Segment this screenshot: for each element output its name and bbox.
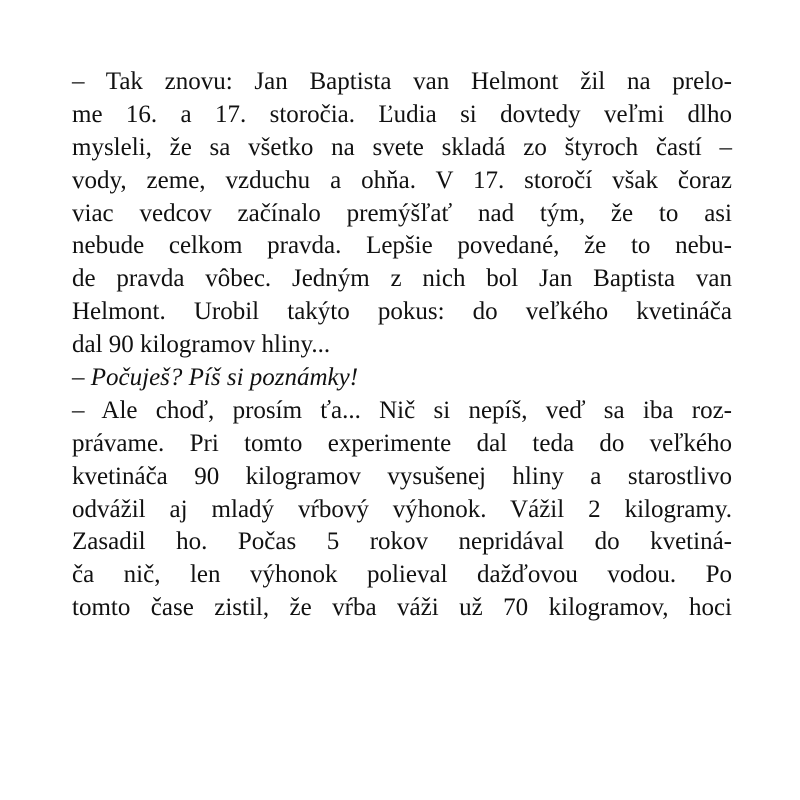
text-line: Zasadil ho. Počas 5 rokov nepridával do kvetiná- [72,528,732,556]
text-line: ča nič, len výhonok polieval dažďovou vodou. Po [72,561,732,589]
text-line: Helmont. Urobil takýto pokus: do veľkého kvetináča [72,298,732,326]
text-line: nebude celkom pravda. Lepšie povedané, že to nebu- [72,232,732,260]
text-line: – Ale choď, prosím ťa... Nič si nepíš, veď sa iba roz- [72,396,732,424]
text-line: dal 90 kilogramov hliny... [72,331,331,359]
text-line: právame. Pri tomto experimente dal teda do veľkého [72,429,732,457]
text-line: – Tak znovu: Jan Baptista van Helmont žil na prelo- [72,68,732,95]
text-line: viac vedcov začínalo premýšľať nad tým, že to asi [72,199,732,227]
dialogue-line-italic: – Počuješ? Píš si poznámky! [72,364,359,392]
text-line: me 16. a 17. storočia. Ľudia si dovtedy veľmi dlho [72,100,732,128]
text-line: de pravda vôbec. Jedným z nich bol Jan Baptista van [72,265,732,293]
text-line: odvážil aj mladý vŕbový výhonok. Vážil 2 kilogramy. [72,495,732,523]
text-body [72,66,732,625]
text-line: vody, zeme, vzduchu a ohňa. V 17. storočí však čoraz [72,166,732,194]
text-line: tomto čase zistil, že vŕba váži už 70 kilogramov, hoci [72,594,732,622]
text-line: kvetináča 90 kilogramov vysušenej hliny a starostlivo [72,462,732,490]
text-line: mysleli, že sa všetko na svete skladá zo štyroch častí – [72,133,732,161]
